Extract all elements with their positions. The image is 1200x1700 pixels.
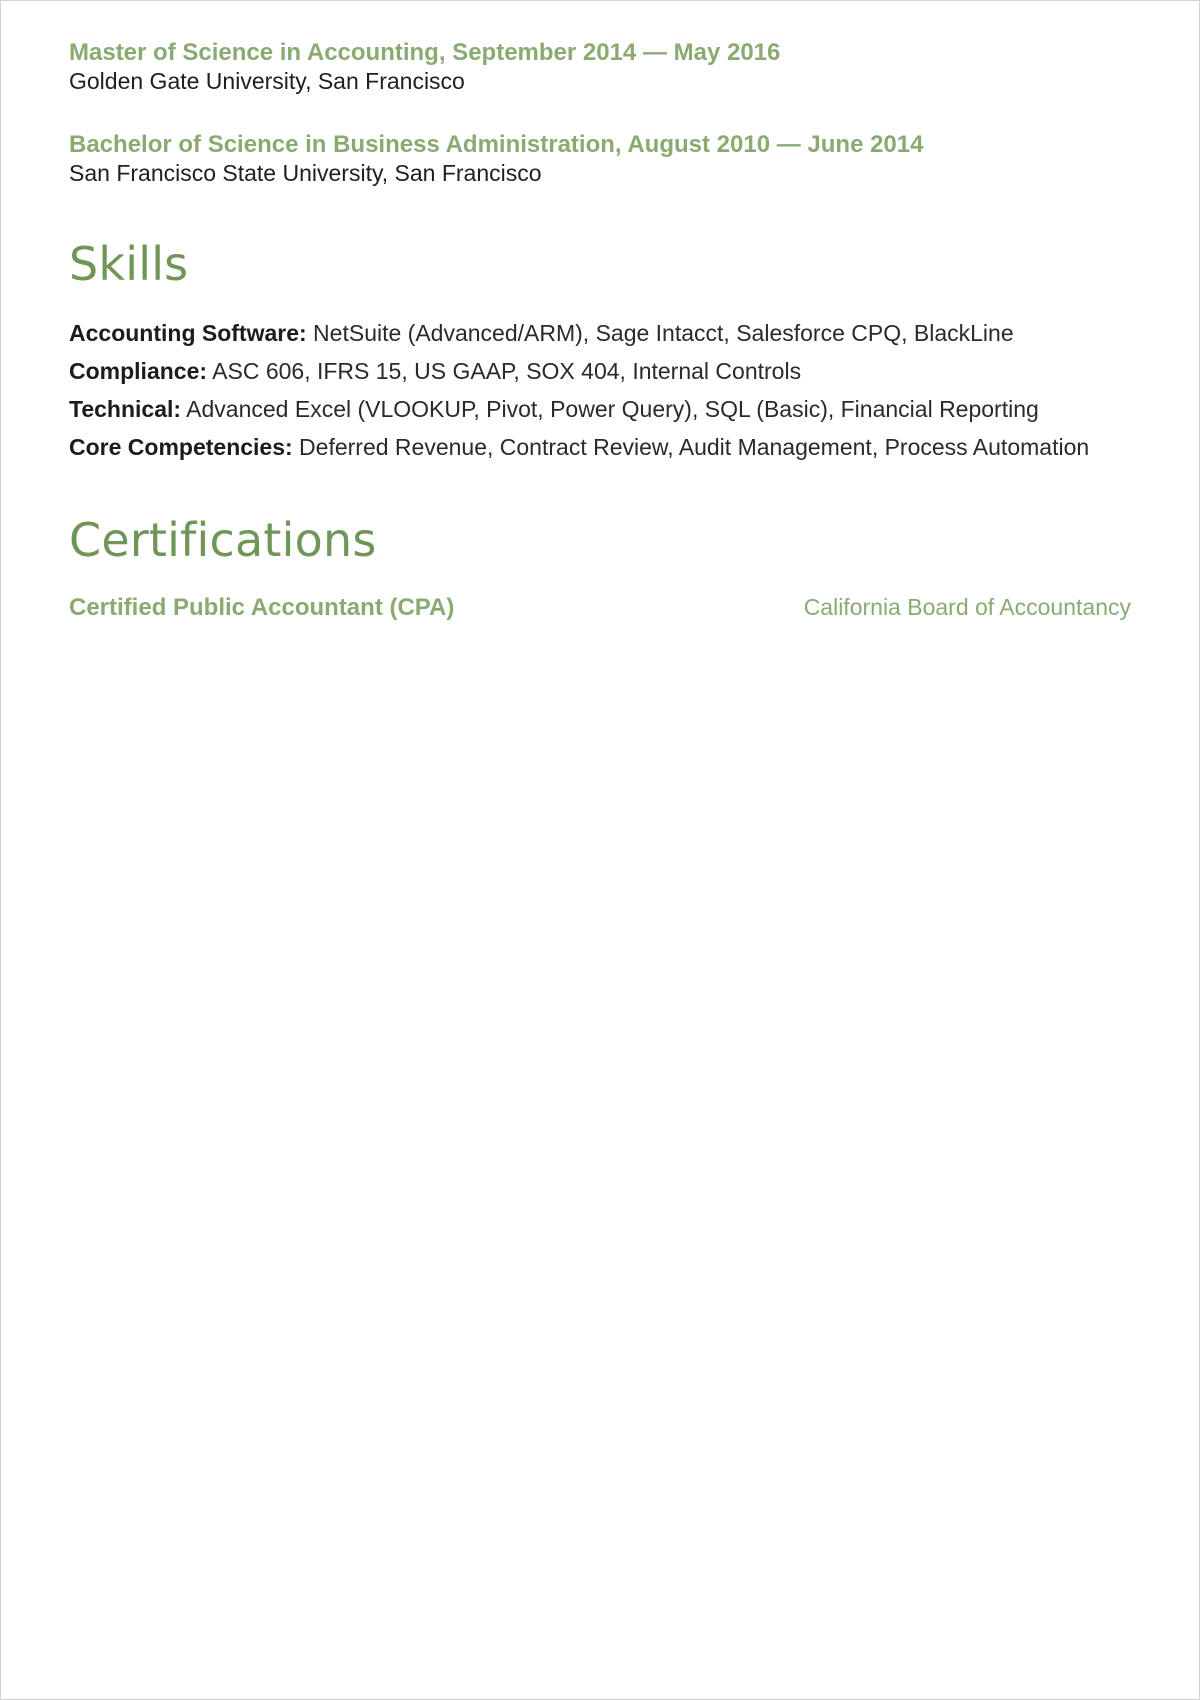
education-entry-masters: [69, 38, 1131, 94]
school-name: Golden Gate University, San Francisco: [69, 68, 465, 94]
certifications-heading: Certifications: [69, 513, 377, 567]
certification-name: Certified Public Accountant (CPA): [69, 594, 455, 621]
certification-issuer: California Board of Accountancy: [803, 594, 1131, 620]
skill-row-accounting-software: [69, 314, 1131, 352]
school-name: San Francisco State University, San Francisco: [69, 160, 542, 186]
skills-heading: Skills: [69, 237, 189, 291]
skill-value: Deferred Revenue, Contract Review, Audit Management, Process Automation: [292, 434, 1090, 460]
degree-title: Bachelor of Science in Business Administration, August 2010 — June 2014: [69, 131, 924, 158]
skill-row-technical: [69, 390, 1131, 428]
degree-title: Master of Science in Accounting, September 2014 — May 2016: [69, 39, 781, 66]
skill-label: Core Competencies:: [69, 434, 293, 460]
skill-label: Technical:: [69, 396, 182, 422]
resume-content: [69, 38, 1131, 623]
skill-value: ASC 606, IFRS 15, US GAAP, SOX 404, Internal Controls: [207, 358, 802, 384]
education-entry-bachelors: [69, 130, 1131, 186]
skill-value: Advanced Excel (VLOOKUP, Pivot, Power Query), SQL (Basic), Financial Reporting: [181, 396, 1039, 422]
skills-list: [69, 314, 1131, 466]
skill-label: Compliance:: [69, 358, 208, 384]
skill-row-compliance: [69, 352, 1131, 390]
skill-value: NetSuite (Advanced/ARM), Sage Intacct, Salesforce CPQ, BlackLine: [306, 320, 1014, 346]
certification-row-cpa: [69, 592, 1131, 623]
skill-label: Accounting Software:: [69, 320, 307, 346]
skill-row-core-competencies: [69, 428, 1131, 466]
